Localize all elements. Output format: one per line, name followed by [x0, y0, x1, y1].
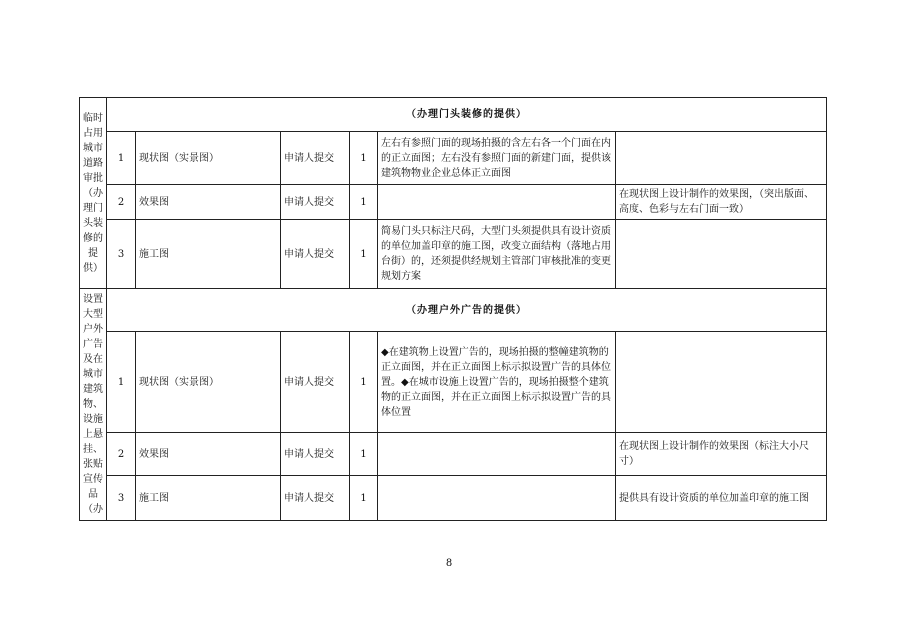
copy-count: 1 [350, 220, 378, 289]
provider: 申请人提交 [281, 185, 350, 220]
note: 提供具有设计资质的单位加盖印章的施工图 [616, 476, 827, 521]
note: 在现状图上设计制作的效果图（标注大小尺寸） [616, 433, 827, 476]
requirement: ◆在建筑物上设置广告的，现场拍摄的整幢建筑物的正立面图，并在正立面图上标示拟设置广告的具体位置。◆在城市设施上设置广告的，现场拍摄整个建筑物的正立面图，并在正立面图上标示拟设置广告的具体位置 [378, 332, 616, 433]
table-row [80, 132, 827, 185]
note [616, 220, 827, 289]
requirement: 左右有参照门面的现场拍摄的含左右各一个门面在内的正立面图；左右没有参照门面的新建门面，提供该建筑物物业企业总体正立面图 [378, 132, 616, 185]
material-name: 效果图 [136, 433, 281, 476]
note [616, 132, 827, 185]
requirement: 简易门头只标注尺码，大型门头须提供具有设计资质的单位加盖印章的施工图，改变立面结构（落地占用台街）的，还须提供经规划主管部门审核批准的变更规划方案 [378, 220, 616, 289]
table-row [80, 220, 827, 289]
table-row [80, 433, 827, 476]
requirement [378, 476, 616, 521]
section-header-row [80, 289, 827, 332]
copy-count: 1 [350, 433, 378, 476]
row-number: 3 [107, 220, 136, 289]
copy-count: 1 [350, 132, 378, 185]
provider: 申请人提交 [281, 433, 350, 476]
page-number: 8 [445, 558, 453, 569]
provider: 申请人提交 [281, 220, 350, 289]
category-cell: 设置大型户外广告及在城市建筑物、设施上悬挂、张贴宣传品（办 [80, 289, 107, 521]
row-number: 3 [107, 476, 136, 521]
copy-count: 1 [350, 476, 378, 521]
material-name: 现状图（实景图） [136, 332, 281, 433]
materials-table [79, 97, 827, 521]
copy-count: 1 [350, 332, 378, 433]
table-row [80, 332, 827, 433]
table-row [80, 476, 827, 521]
provider: 申请人提交 [281, 132, 350, 185]
section-header-row [80, 98, 827, 132]
note: 在现状图上设计制作的效果图，（突出版面、高度、色彩与左右门面一致） [616, 185, 827, 220]
row-number: 2 [107, 433, 136, 476]
material-name: 现状图（实景图） [136, 132, 281, 185]
material-name: 效果图 [136, 185, 281, 220]
material-name: 施工图 [136, 476, 281, 521]
note [616, 332, 827, 433]
material-name: 施工图 [136, 220, 281, 289]
requirement [378, 433, 616, 476]
table-row [80, 185, 827, 220]
row-number: 2 [107, 185, 136, 220]
row-number: 1 [107, 332, 136, 433]
section-heading: （办理户外广告的提供） [107, 289, 827, 332]
copy-count: 1 [350, 185, 378, 220]
category-cell: 临时占用城市道路审批（办理门头装修的提供） [80, 98, 107, 289]
section-heading: （办理门头装修的提供） [107, 98, 827, 132]
provider: 申请人提交 [281, 476, 350, 521]
row-number: 1 [107, 132, 136, 185]
provider: 申请人提交 [281, 332, 350, 433]
requirement [378, 185, 616, 220]
